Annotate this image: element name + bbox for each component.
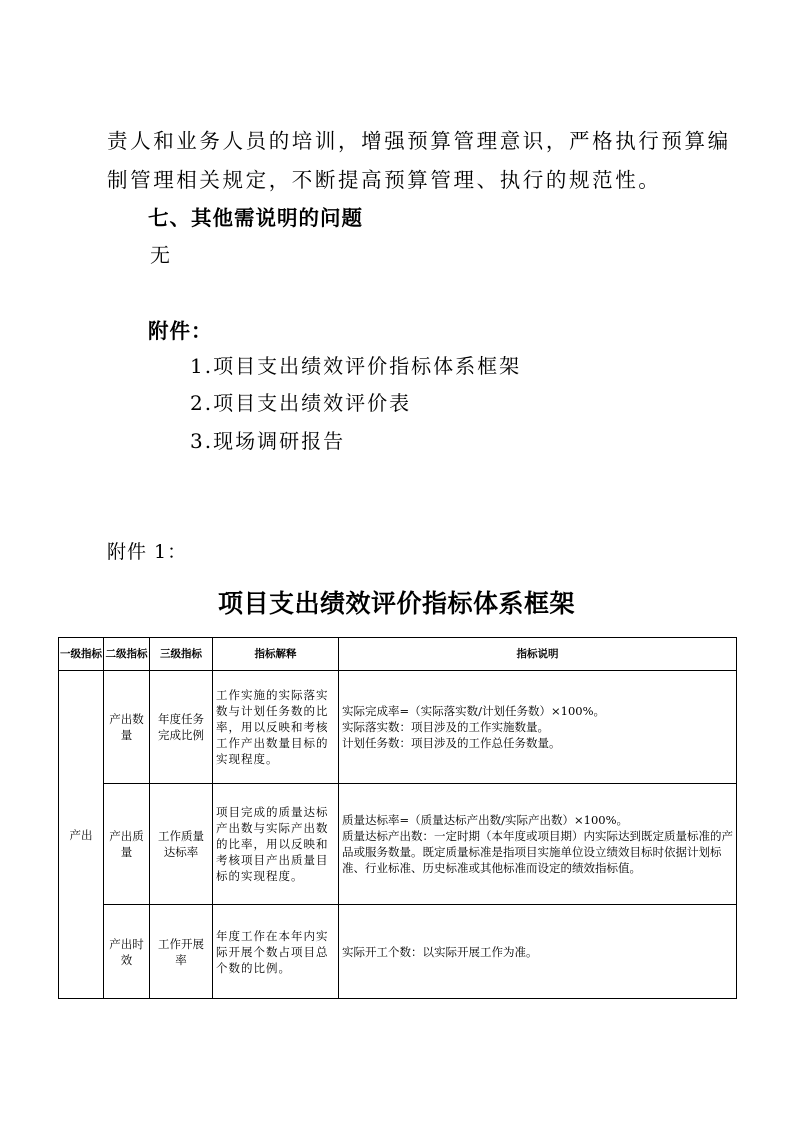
description-line: 实际开工个数：以实际开展工作为准。 bbox=[342, 944, 538, 959]
explanation-cell: 项目完成的质量达标产出数与实际产出数的比率，用以反映和考核项目产出质量目标的实现程度。 bbox=[213, 784, 339, 905]
description-cell bbox=[339, 905, 737, 999]
attachments-label: 附件： bbox=[148, 319, 213, 343]
level2-cell: 产出质量 bbox=[104, 784, 150, 905]
indicator-table bbox=[58, 637, 737, 999]
section-content: 无 bbox=[150, 243, 172, 267]
description-line: 质量达标率=（质量达标产出数/实际产出数）×100%。 bbox=[342, 813, 629, 827]
attachment-item: 3.现场调研报告 bbox=[190, 429, 346, 453]
explanation-cell: 年度工作在本年内实际开展个数占项目总个数的比例。 bbox=[213, 905, 339, 999]
table-row bbox=[59, 905, 737, 999]
description-line: 质量达标产出数：一定时期（本年度或项目期）内实际达到既定质量标准的产品或服务数量。既定质量标准是指项目实施单位设立绩效目标时依据计划标准、行业标准、历史标准或其他标准而设定的绩效指标值。 bbox=[342, 829, 733, 875]
description-line: 实际落实数：项目涉及的工作实施数量。 bbox=[342, 720, 549, 734]
header-explanation: 指标解释 bbox=[213, 638, 339, 671]
table-row bbox=[59, 671, 737, 784]
header-level3: 三级指标 bbox=[150, 638, 213, 671]
attachment-item: 2.项目支出绩效评价表 bbox=[190, 391, 412, 415]
level1-cell: 产出 bbox=[59, 671, 104, 999]
level2-cell: 产出数量 bbox=[104, 671, 150, 784]
description-cell bbox=[339, 784, 737, 905]
header-level1: 一级指标 bbox=[59, 638, 104, 671]
table-row bbox=[59, 784, 737, 905]
table-header-row bbox=[59, 638, 737, 671]
description-line: 计划任务数：项目涉及的工作总任务数量。 bbox=[342, 736, 561, 750]
level3-cell: 年度任务完成比例 bbox=[150, 671, 213, 784]
paragraph-line-1: 责人和业务人员的培训，增强预算管理意识，严格执行预算编 bbox=[107, 129, 731, 153]
header-level2: 二级指标 bbox=[104, 638, 150, 671]
attachment-marker: 附件 1： bbox=[107, 541, 188, 563]
paragraph-line-2: 制管理相关规定，不断提高预算管理、执行的规范性。 bbox=[107, 168, 662, 192]
section-heading: 七、其他需说明的问题 bbox=[148, 206, 363, 230]
attachment-item: 1.项目支出绩效评价指标体系框架 bbox=[190, 354, 522, 378]
level2-cell: 产出时效 bbox=[104, 905, 150, 999]
level3-cell: 工作质量达标率 bbox=[150, 784, 213, 905]
table-title: 项目支出绩效评价指标体系框架 bbox=[217, 589, 575, 618]
level3-cell: 工作开展率 bbox=[150, 905, 213, 999]
description-cell bbox=[339, 671, 737, 784]
explanation-cell: 工作实施的实际落实数与计划任务数的比率，用以反映和考核工作产出数量目标的实现程度。 bbox=[213, 671, 339, 784]
header-description: 指标说明 bbox=[339, 638, 737, 671]
description-line: 实际完成率=（实际落实数/计划任务数）×100%。 bbox=[342, 704, 606, 718]
